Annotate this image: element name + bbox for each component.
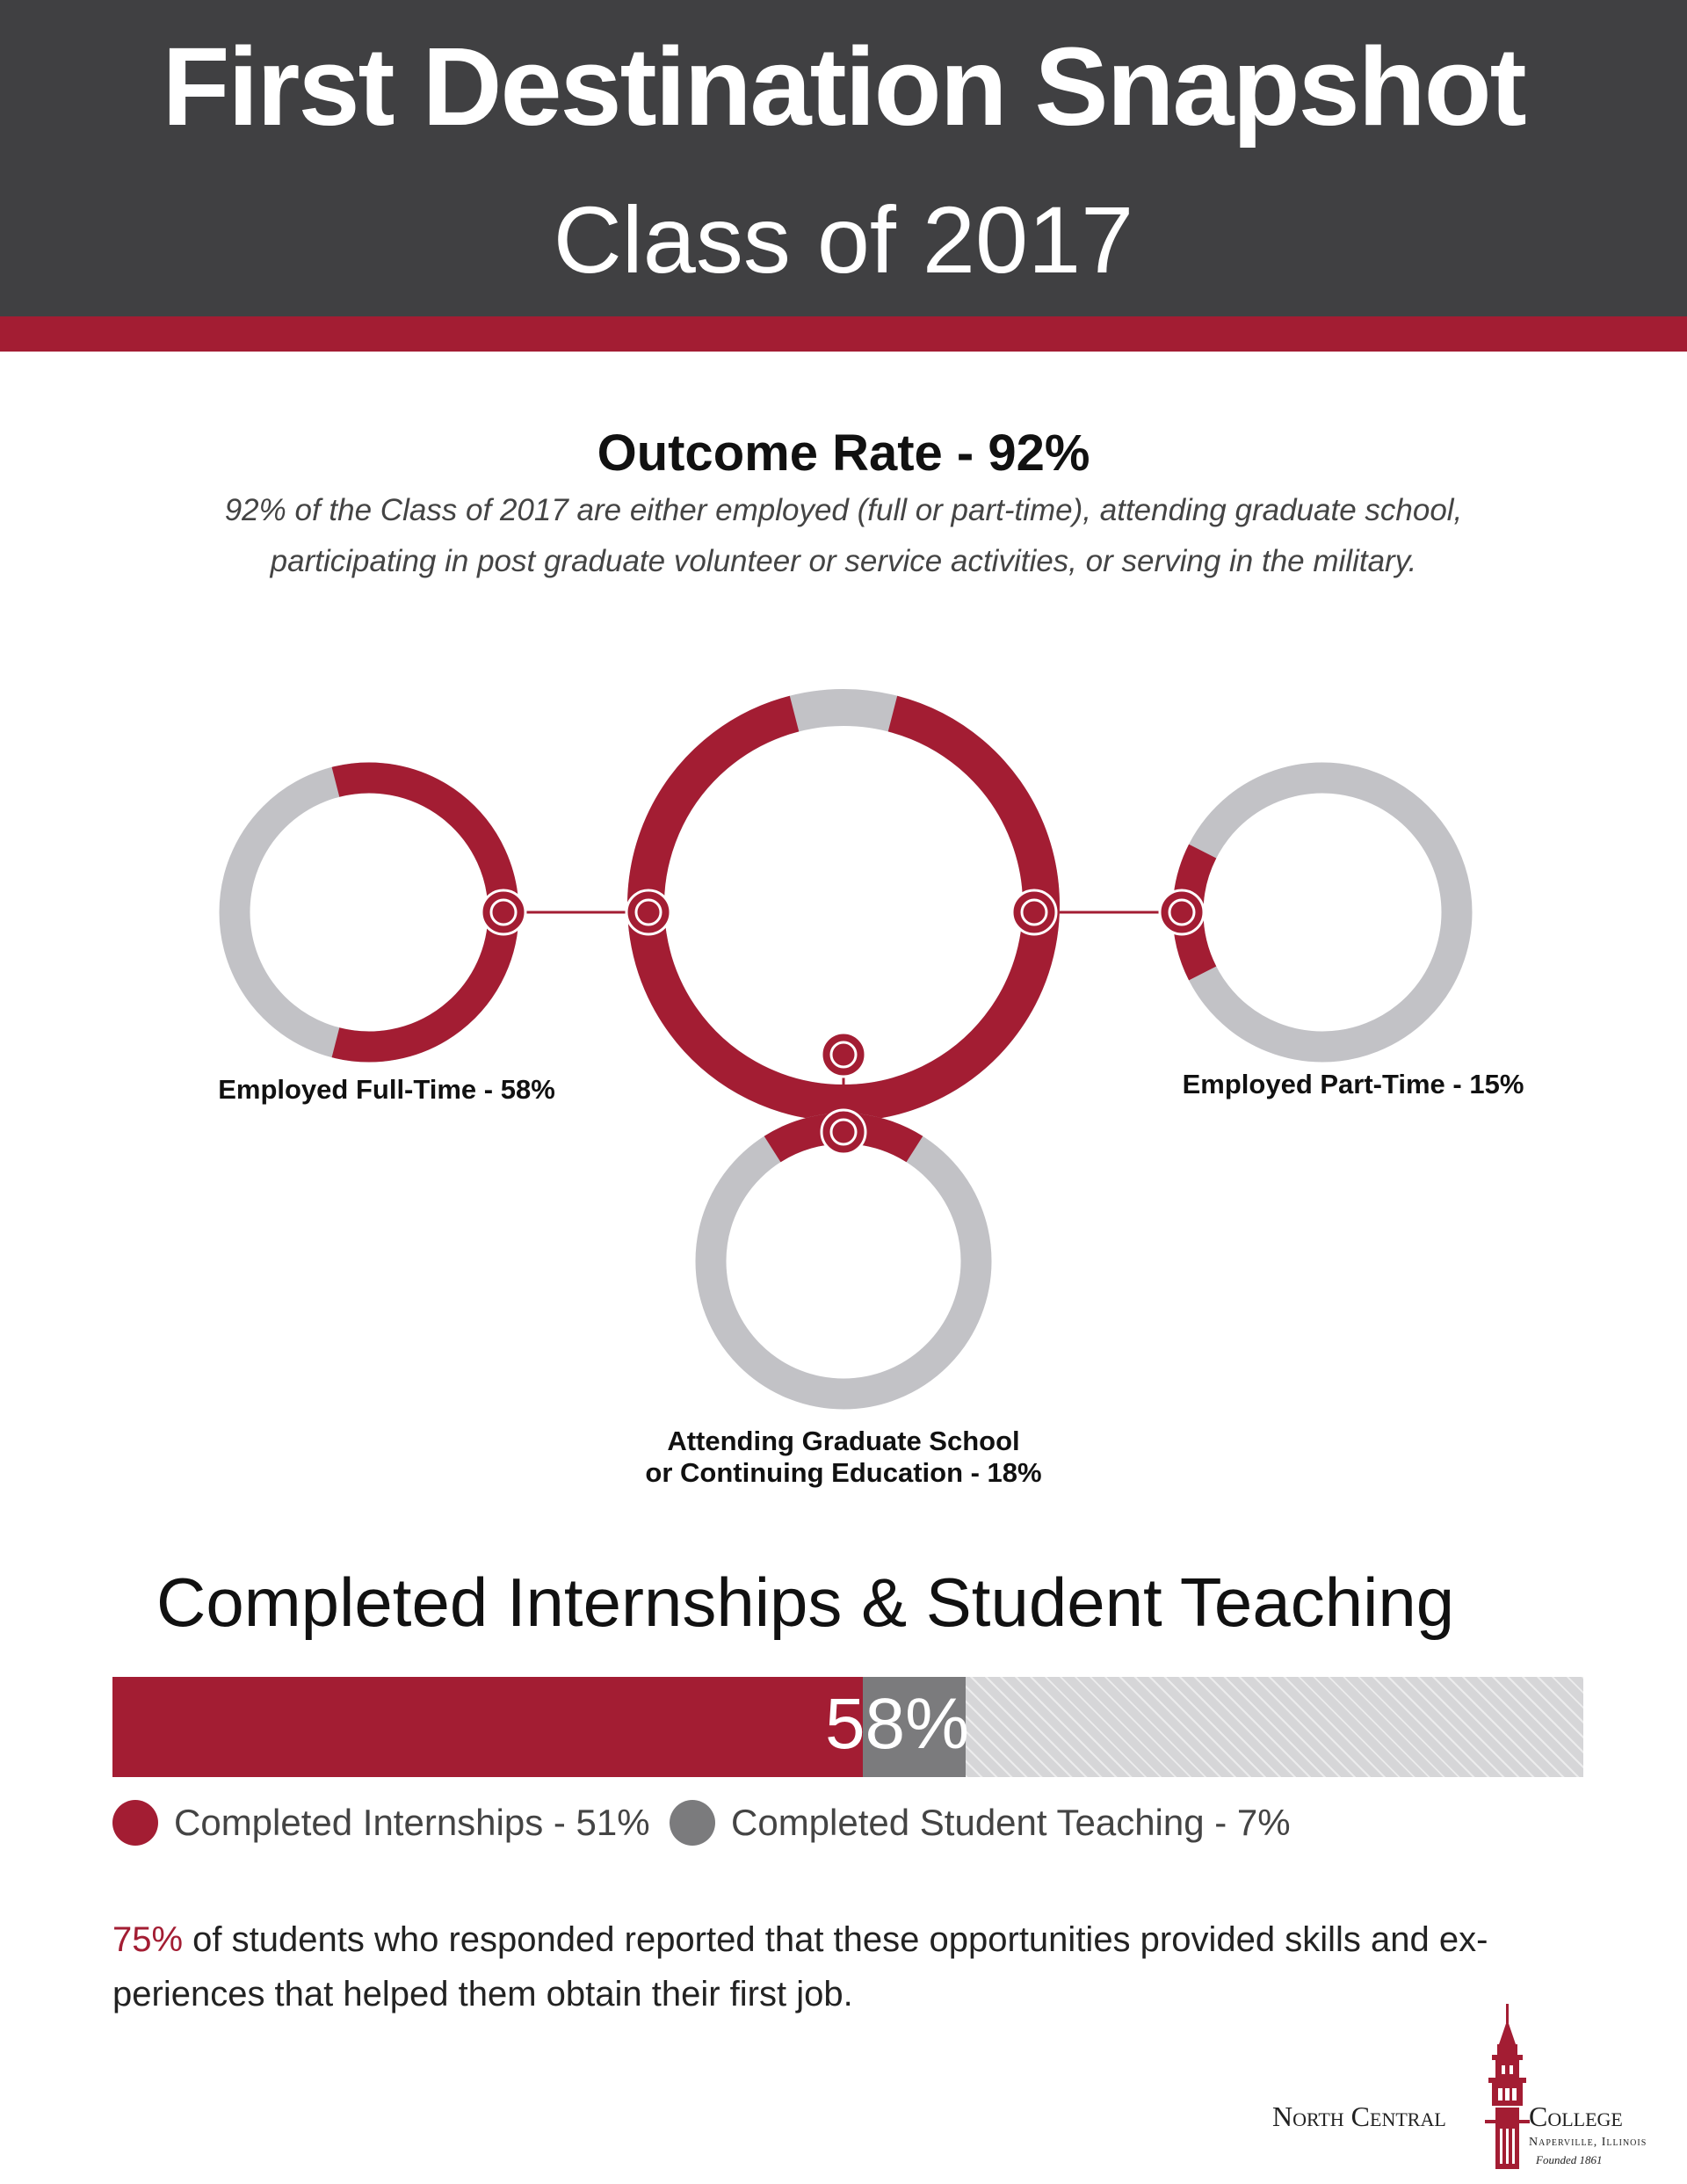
page-title: First Destination Snapshot — [162, 25, 1525, 149]
outcome-title: Outcome Rate - 92% — [597, 424, 1090, 482]
donut-charts — [0, 615, 1687, 1494]
donut-track-grad — [711, 1128, 976, 1394]
legend-swatch-internships — [112, 1800, 158, 1846]
bar-total-label: 58% — [824, 1684, 970, 1764]
node-part-time-outer — [1160, 890, 1204, 934]
college-logo — [1272, 2004, 1659, 2171]
outcome-description: 92% of the Class of 2017 are either employed (full or part-time), attending graduate school, participating in post graduate volunteer or service activities, or serving in the military. — [224, 493, 1463, 578]
logo-name-right: College — [1529, 2101, 1623, 2132]
internship-stacked-bar — [112, 1677, 1583, 1777]
node-main-bottom — [822, 1033, 865, 1077]
footer-percent: 75% — [112, 1920, 184, 1959]
legend-item-internships — [112, 1796, 650, 1849]
footer-statement-text: of students who responded reported that these opportunities provided skills and ex- periences that helped them obtain their first job. — [112, 1920, 1488, 2013]
connector-nodes — [481, 890, 1204, 1154]
bar-segment-internships — [112, 1677, 863, 1777]
logo-founded: Founded 1861 — [1536, 2153, 1603, 2166]
legend-item-student-teaching — [670, 1796, 1291, 1849]
bar-segment-remainder — [966, 1677, 1583, 1777]
donut-track-part-time — [1188, 778, 1457, 1047]
donut-value-full-time — [336, 778, 503, 1047]
label-graduate-school-line1: Attending Graduate School — [667, 1426, 1020, 1456]
legend-swatch-student-teaching — [670, 1800, 715, 1846]
internships-title: Completed Internships & Student Teaching — [156, 1564, 1455, 1641]
label-graduate-school-line2: or Continuing Education - 18% — [645, 1457, 1042, 1488]
node-grad-top — [822, 1110, 865, 1154]
node-main-right — [1012, 890, 1056, 934]
legend-label-student-teaching: Completed Student Teaching - 7% — [731, 1802, 1291, 1843]
node-main-left — [626, 890, 670, 934]
logo-name-left: North Central — [1272, 2101, 1446, 2132]
logo-location: Naperville, Illinois — [1529, 2136, 1647, 2149]
node-full-time-outer — [481, 890, 525, 934]
page-subtitle: Class of 2017 — [553, 186, 1134, 293]
label-employed-full-time: Employed Full-Time - 58% — [218, 1074, 555, 1105]
legend-label-internships: Completed Internships - 51% — [174, 1802, 650, 1843]
header-accent-stripe — [0, 316, 1687, 352]
label-graduate-school — [615, 1426, 1072, 1489]
label-employed-part-time: Employed Part-Time - 15% — [1182, 1069, 1524, 1099]
